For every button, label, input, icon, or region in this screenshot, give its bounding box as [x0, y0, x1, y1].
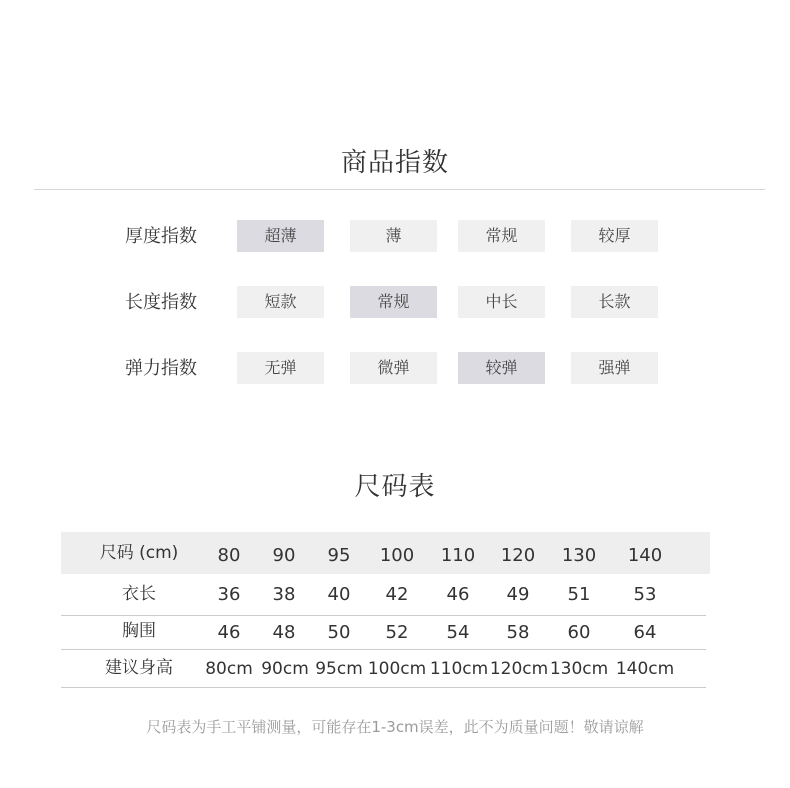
table-cell: 48: [272, 622, 296, 643]
index-option: 长款: [571, 286, 658, 318]
table-cell: 90cm: [261, 659, 309, 679]
table-cell: 53: [633, 584, 657, 605]
table-cell: 36: [217, 584, 241, 605]
table-cell: 80cm: [205, 659, 253, 679]
table-cell: 58: [506, 622, 530, 643]
index-option: 短款: [237, 286, 324, 318]
index-option: 中长: [458, 286, 545, 318]
index-row-length: [0, 286, 790, 320]
table-row: [61, 616, 710, 650]
size-table-header: [61, 532, 710, 574]
table-cell: 120: [500, 545, 536, 566]
table-cell: 110: [440, 545, 476, 566]
title-divider: [34, 189, 765, 190]
row-divider: [61, 687, 706, 688]
table-cell: 64: [633, 622, 657, 643]
table-cell: 130: [561, 545, 597, 566]
measurement-note: 尺码表为手工平铺测量，可能存在1-3cm误差，此不为质量问题！敬请谅解: [146, 718, 644, 736]
index-option: 较厚: [571, 220, 658, 252]
index-label: 厚度指数: [125, 226, 197, 247]
table-cell: 50: [327, 622, 351, 643]
index-option: 无弹: [237, 352, 324, 384]
table-row: [61, 576, 710, 616]
row-label: 建议身高: [105, 658, 173, 678]
index-option: 强弹: [571, 352, 658, 384]
table-cell: 51: [567, 584, 591, 605]
size-chart-title: 尺码表: [354, 472, 436, 502]
table-cell: 110cm: [429, 659, 489, 679]
index-label: 弹力指数: [125, 358, 197, 379]
table-cell: 54: [446, 622, 470, 643]
table-cell: 140cm: [615, 659, 675, 679]
index-option: 常规: [458, 220, 545, 252]
table-cell: 80: [217, 545, 241, 566]
index-option-selected: 较弹: [458, 352, 545, 384]
table-cell: 120cm: [489, 659, 549, 679]
index-label: 长度指数: [125, 292, 197, 313]
table-cell: 90: [272, 545, 296, 566]
table-cell: 46: [446, 584, 470, 605]
product-index-title: 商品指数: [340, 148, 449, 178]
index-row-thickness: [0, 220, 790, 254]
table-cell: 49: [506, 584, 530, 605]
table-cell: 40: [327, 584, 351, 605]
index-option: 微弹: [350, 352, 437, 384]
table-cell: 52: [385, 622, 409, 643]
table-cell: 95cm: [315, 659, 363, 679]
table-cell: 100: [379, 545, 415, 566]
table-cell: 42: [385, 584, 409, 605]
table-cell: 130cm: [549, 659, 609, 679]
table-cell: 100cm: [367, 659, 427, 679]
table-cell: 95: [327, 545, 351, 566]
header-label: 尺码 (cm): [99, 543, 179, 563]
index-option-selected: 超薄: [237, 220, 324, 252]
row-label: 胸围: [122, 621, 156, 641]
table-cell: 140: [627, 545, 663, 566]
index-row-elasticity: [0, 352, 790, 386]
table-cell: 38: [272, 584, 296, 605]
table-cell: 46: [217, 622, 241, 643]
table-cell: 60: [567, 622, 591, 643]
index-option-selected: 常规: [350, 286, 437, 318]
index-option: 薄: [350, 220, 437, 252]
table-row: [61, 650, 710, 688]
row-label: 衣长: [122, 584, 156, 604]
